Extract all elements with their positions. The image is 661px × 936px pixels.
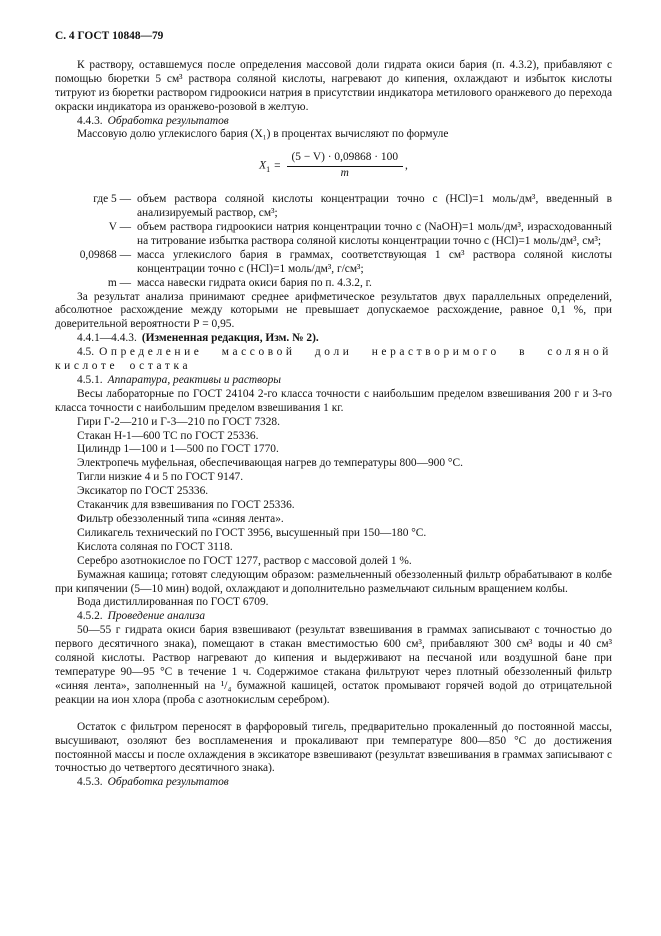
formula-fraction bbox=[287, 151, 404, 181]
section-title: Аппаратура, реактивы и растворы bbox=[107, 373, 282, 386]
formula-legend bbox=[55, 193, 612, 290]
section-number: 4.5.3. bbox=[77, 776, 103, 789]
apparatus-item: Вода дистиллированная по ГОСТ 6709. bbox=[77, 596, 269, 609]
section-number: 4.5.2. bbox=[77, 610, 103, 623]
legend-text: объем раствора соляной кислоты концентрации точно с (HCl)=1 моль/дм³, введенный в анализируемый раствор, см³; bbox=[137, 193, 612, 220]
legend-term: V — bbox=[108, 220, 131, 233]
section-heading-4-5-3 bbox=[55, 776, 612, 790]
legend-text: масса углекислого бария в граммах, соответствующая 1 см³ раствора соляной кислоты концентрации точно с (HCl)=1 моль/дм³, г/см³; bbox=[137, 248, 612, 275]
legend-term: m — bbox=[107, 276, 131, 289]
legend-term: где 5 — bbox=[93, 193, 131, 206]
section-title: Определение массовой доли нерастворимого в соляной кислоте остатка bbox=[55, 346, 612, 373]
legend-item bbox=[55, 221, 612, 249]
apparatus-item: Бумажная кашица; готовят следующим образом: размельченный обеззоленный фильтр обрабатывают в колбе при кипячении (5—10 мин) водой, охлаждают и дополнительно размельчают сильным вращением колбы. bbox=[55, 568, 612, 595]
fraction-numerator: (5 − V) · 0,09868 · 100 bbox=[287, 151, 404, 167]
apparatus-item: Кислота соляная по ГОСТ 3118. bbox=[77, 540, 233, 553]
legend-term: 0,09868 — bbox=[79, 248, 131, 261]
intro-paragraph: К раствору, оставшемуся после определения массовой доли гидрата окиси бария (п. 4.3.2), прибавляют с помощью бюретки 5 см³ раствора соляной кислоты, нагревают до кипения, охлаждают и избыток кислоты титруют из бюретки раствором гидроокиси натрия в присутствии индикатора метилового оранжевого до перехода окраски индикатора из оранжево-розовой в желтую. bbox=[55, 58, 612, 113]
apparatus-item: Весы лабораторные по ГОСТ 24104 2-го класса точности с наибольшим пределом взвешивания 200 г и 3-го класса точности с наибольшим пределом взвешивания 1 кг. bbox=[55, 387, 612, 414]
apparatus-item: Стакан Н-1—600 ТС по ГОСТ 25336. bbox=[77, 429, 259, 442]
formula-intro: Массовую долю углекислого бария (X₁) в процентах вычисляют по формуле bbox=[77, 128, 449, 141]
analysis-paragraph: 50—55 г гидрата окиси бария взвешивают (результат взвешивания в граммах записывают с точностью до первого десятичного знака), помещают в стакан вместимостью 600 см³, прибавляют 300 см³ воды и 40 см³ соляной кислоты. Раствор нагревают до кипения и выдерживают на песчаной или воздушной бане при температуре 90—95 °С в течение 1 ч. Содержимое стакана фильтруют через плотный обеззоленный фильтр «синяя лента», заполненный на ¹/₄ бумажной кашицей, остаток промывают горячей водой до отрицательной реакции на ион хлора (проба с азотнокислым серебром). bbox=[55, 624, 612, 706]
apparatus-item: Серебро азотнокислое по ГОСТ 1277, раствор с массовой долей 1 %. bbox=[77, 554, 412, 567]
section-title: Проведение анализа bbox=[107, 610, 206, 623]
section-number: 4.5. bbox=[77, 346, 95, 359]
apparatus-item: Электропечь муфельная, обеспечивающая нагрев до температуры 800—900 °С. bbox=[77, 457, 463, 470]
analysis-paragraph: Остаток с фильтром переносят в фарфоровый тигель, предварительно прокаленный до постоянной массы, высушивают, озоляют без воспламенения и прокаливают при температуре 800—850 °С до достижения постоянной массы и после охлаждения в эксикаторе взвешивают (результат взвешивания в граммах записывают с точностью до четвертого десятичного знака). bbox=[55, 720, 612, 775]
result-paragraph: За результат анализа принимают среднее арифметическое результатов двух параллельных определений, абсолютное расхождение между которыми не превышает допускаемое расхождение, равное 0,1 %, при доверительной вероятности Р = 0,95. bbox=[55, 290, 612, 331]
apparatus-item: Фильтр обеззоленный типа «синяя лента». bbox=[77, 513, 284, 525]
legend-text: объем раствора гидроокиси натрия концентрации точно с (NaOH)=1 моль/дм³, израсходованный на титрование избытка раствора соляной кислоты концентрации точно с (HCl)=1 моль/дм³, см³; bbox=[137, 220, 612, 247]
legend-text: масса навески гидрата окиси бария по п. 4.3.2, г. bbox=[137, 276, 372, 289]
amendment-text: (Измененная редакция, Изм. № 2). bbox=[141, 332, 319, 345]
amendment-number: 4.4.1—4.4.3. bbox=[77, 332, 137, 345]
apparatus-item: Силикагель технический по ГОСТ 3956, высушенный при 150—180 °С. bbox=[77, 526, 427, 539]
section-heading-4-4-3 bbox=[55, 115, 612, 129]
section-title: Обработка результатов bbox=[107, 776, 229, 789]
section-heading-4-5-1 bbox=[55, 374, 612, 388]
legend-item bbox=[55, 193, 612, 221]
formula-x1 bbox=[55, 151, 612, 181]
section-title: Обработка результатов bbox=[107, 114, 229, 127]
fraction-denominator: m bbox=[340, 167, 349, 180]
formula-tail: , bbox=[405, 159, 408, 172]
formula-subscript: 1 bbox=[266, 165, 271, 175]
formula-variable: X bbox=[259, 159, 267, 172]
legend-item bbox=[55, 249, 612, 277]
apparatus-item: Гири Г-2—210 и Г-3—210 по ГОСТ 7328. bbox=[77, 415, 280, 428]
section-heading-4-5 bbox=[55, 346, 612, 374]
apparatus-item: Эксикатор по ГОСТ 25336. bbox=[77, 485, 209, 498]
section-heading-4-5-2 bbox=[55, 610, 612, 624]
page-header: С. 4 ГОСТ 10848—79 bbox=[55, 30, 164, 42]
apparatus-item: Тигли низкие 4 и 5 по ГОСТ 9147. bbox=[77, 471, 244, 484]
legend-item bbox=[55, 277, 612, 291]
section-number: 4.5.1. bbox=[77, 373, 103, 386]
apparatus-item: Стаканчик для взвешивания по ГОСТ 25336. bbox=[77, 499, 295, 512]
apparatus-item: Цилиндр 1—100 и 1—500 по ГОСТ 1770. bbox=[77, 443, 279, 456]
formula-equals: = bbox=[274, 159, 281, 172]
section-number: 4.4.3. bbox=[77, 114, 103, 127]
amendment-paragraph bbox=[55, 332, 612, 346]
